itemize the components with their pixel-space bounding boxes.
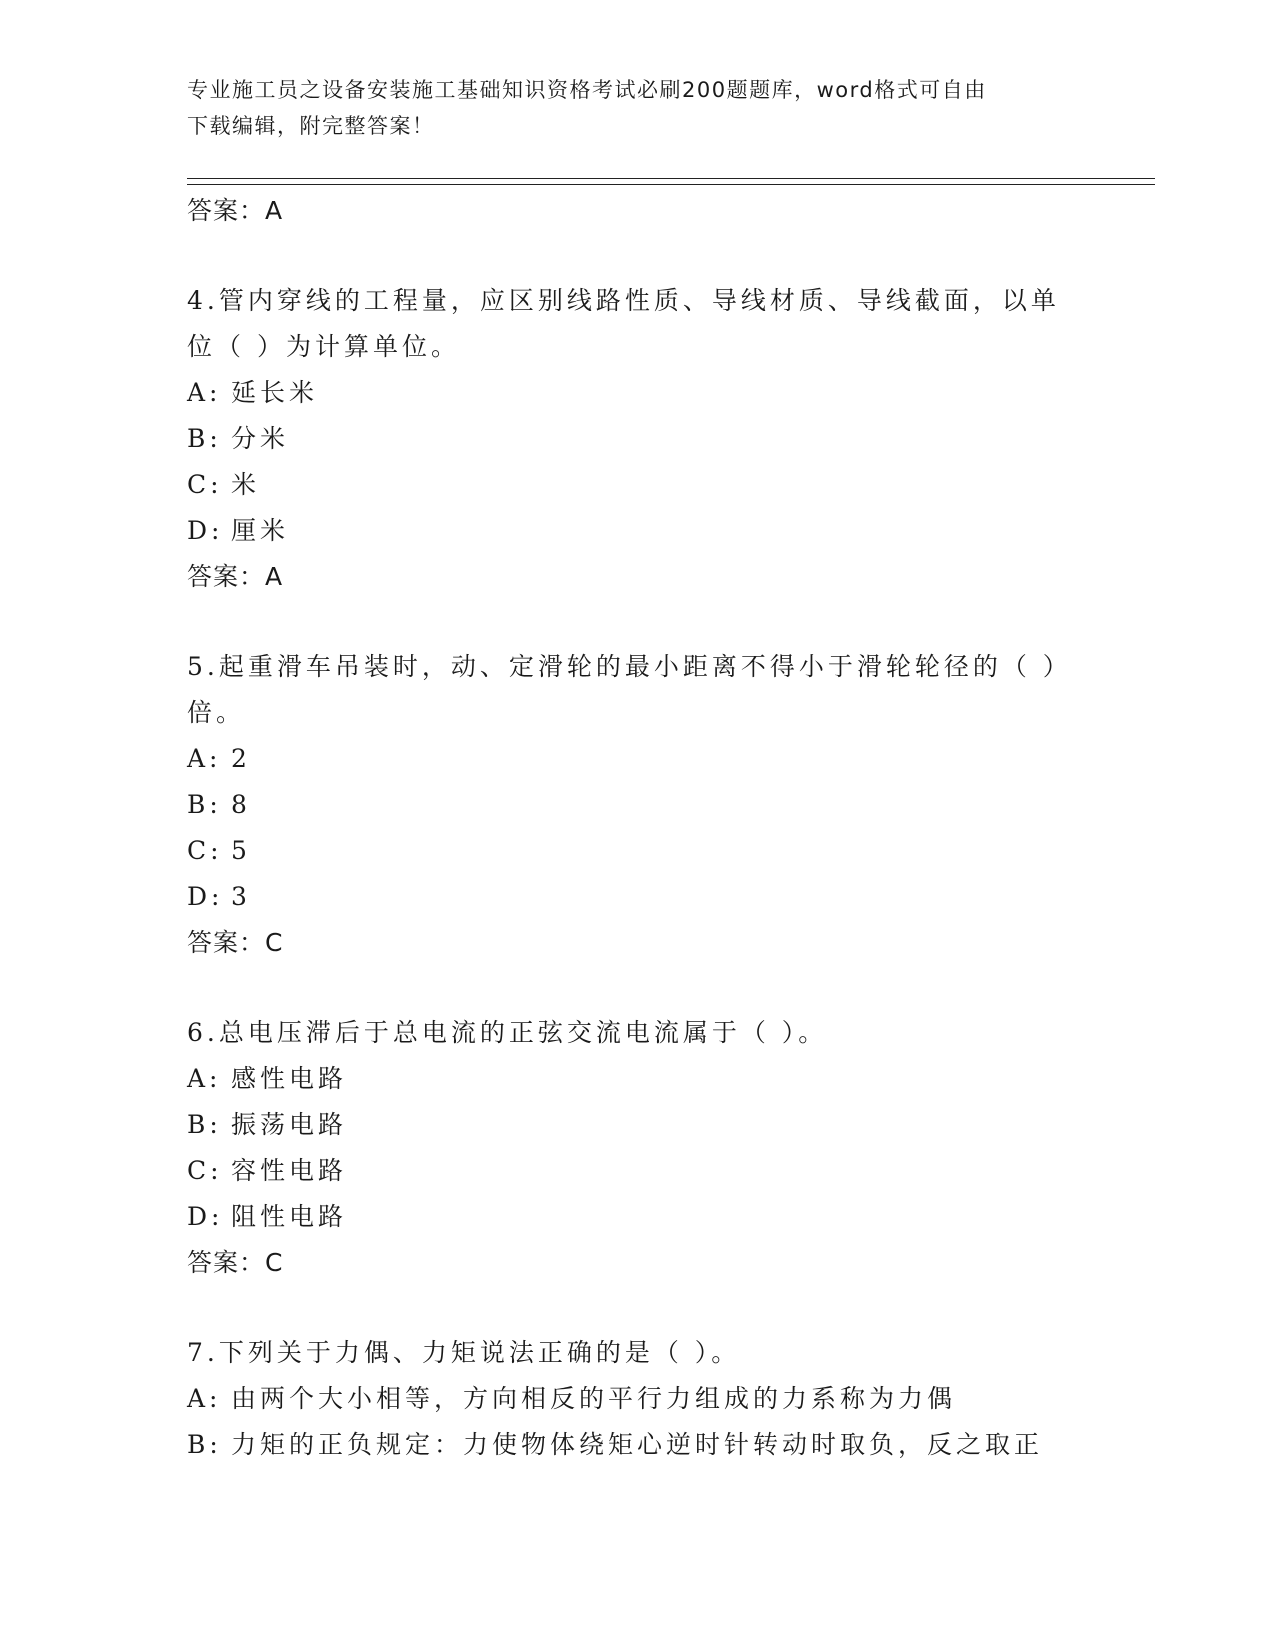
- question-stem: 6.总电压滞后于总电流的正弦交流电流属于（ ）。: [187, 1018, 828, 1047]
- header-divider-top: [187, 178, 1155, 179]
- option-letter: A:: [187, 744, 222, 773]
- option-text: 厘米: [231, 516, 290, 545]
- question-4: [187, 278, 1087, 600]
- question-stem-continued: 位（ ）为计算单位。: [187, 332, 460, 361]
- option-text: 容性电路: [231, 1156, 348, 1185]
- previous-answer: 答案：A: [187, 196, 284, 225]
- answer-line: 答案：C: [187, 1248, 284, 1277]
- option-c: [187, 828, 1087, 874]
- option-letter: A:: [187, 1384, 222, 1413]
- option-b: [187, 782, 1087, 828]
- option-c: [187, 1148, 1087, 1194]
- question-stem: 5.起重滑车吊装时，动、定滑轮的最小距离不得小于滑轮轮径的（ ）: [187, 652, 1072, 681]
- option-text: 感性电路: [231, 1064, 348, 1093]
- option-letter: B:: [187, 1430, 222, 1459]
- option-text: 阻性电路: [231, 1202, 348, 1231]
- option-letter: D:: [187, 516, 224, 545]
- option-a: [187, 1056, 1087, 1102]
- question-6: [187, 1010, 1087, 1286]
- question-list: [187, 188, 1087, 1468]
- question-stem: 7.下列关于力偶、力矩说法正确的是（ ）。: [187, 1338, 741, 1367]
- option-b: [187, 1422, 1087, 1468]
- option-text: 分米: [231, 424, 290, 453]
- option-letter: C:: [187, 470, 223, 499]
- option-letter: B:: [187, 790, 222, 819]
- option-d: [187, 874, 1087, 920]
- spacer: [187, 600, 1087, 644]
- header-divider-bottom: [187, 184, 1155, 185]
- option-letter: C:: [187, 1156, 223, 1185]
- option-text: 3: [231, 882, 251, 911]
- option-c: [187, 462, 1087, 508]
- option-text: 力矩的正负规定：力使物体绕矩心逆时针转动时取负，反之取正: [231, 1430, 1044, 1459]
- answer-line: 答案：C: [187, 928, 284, 957]
- question-stem-continued: 倍。: [187, 698, 246, 727]
- spacer: [187, 1286, 1087, 1330]
- spacer: [187, 234, 1087, 278]
- question-7: [187, 1330, 1087, 1468]
- option-letter: D:: [187, 1202, 224, 1231]
- option-a: [187, 736, 1087, 782]
- question-stem: 4.管内穿线的工程量，应区别线路性质、导线材质、导线截面，以单: [187, 286, 1060, 315]
- option-letter: A:: [187, 378, 222, 407]
- answer-line: 答案：A: [187, 562, 284, 591]
- option-a: [187, 370, 1087, 416]
- header-line-2: 下载编辑，附完整答案！: [187, 114, 435, 138]
- option-text: 由两个大小相等，方向相反的平行力组成的力系称为力偶: [231, 1384, 957, 1413]
- option-d: [187, 508, 1087, 554]
- option-letter: C:: [187, 836, 223, 865]
- option-text: 米: [231, 470, 261, 499]
- option-text: 8: [231, 790, 251, 819]
- option-letter: B:: [187, 424, 222, 453]
- option-b: [187, 1102, 1087, 1148]
- spacer: [187, 966, 1087, 1010]
- option-letter: A:: [187, 1064, 222, 1093]
- option-text: 5: [231, 836, 251, 865]
- header-line-1: 专业施工员之设备安装施工基础知识资格考试必刷200题题库，word格式可自由: [187, 78, 987, 102]
- option-text: 2: [231, 744, 251, 773]
- option-text: 振荡电路: [231, 1110, 348, 1139]
- option-a: [187, 1376, 1087, 1422]
- document-header: [187, 72, 1087, 144]
- option-letter: D:: [187, 882, 224, 911]
- option-d: [187, 1194, 1087, 1240]
- option-text: 延长米: [231, 378, 319, 407]
- question-5: [187, 644, 1087, 966]
- option-letter: B:: [187, 1110, 222, 1139]
- option-b: [187, 416, 1087, 462]
